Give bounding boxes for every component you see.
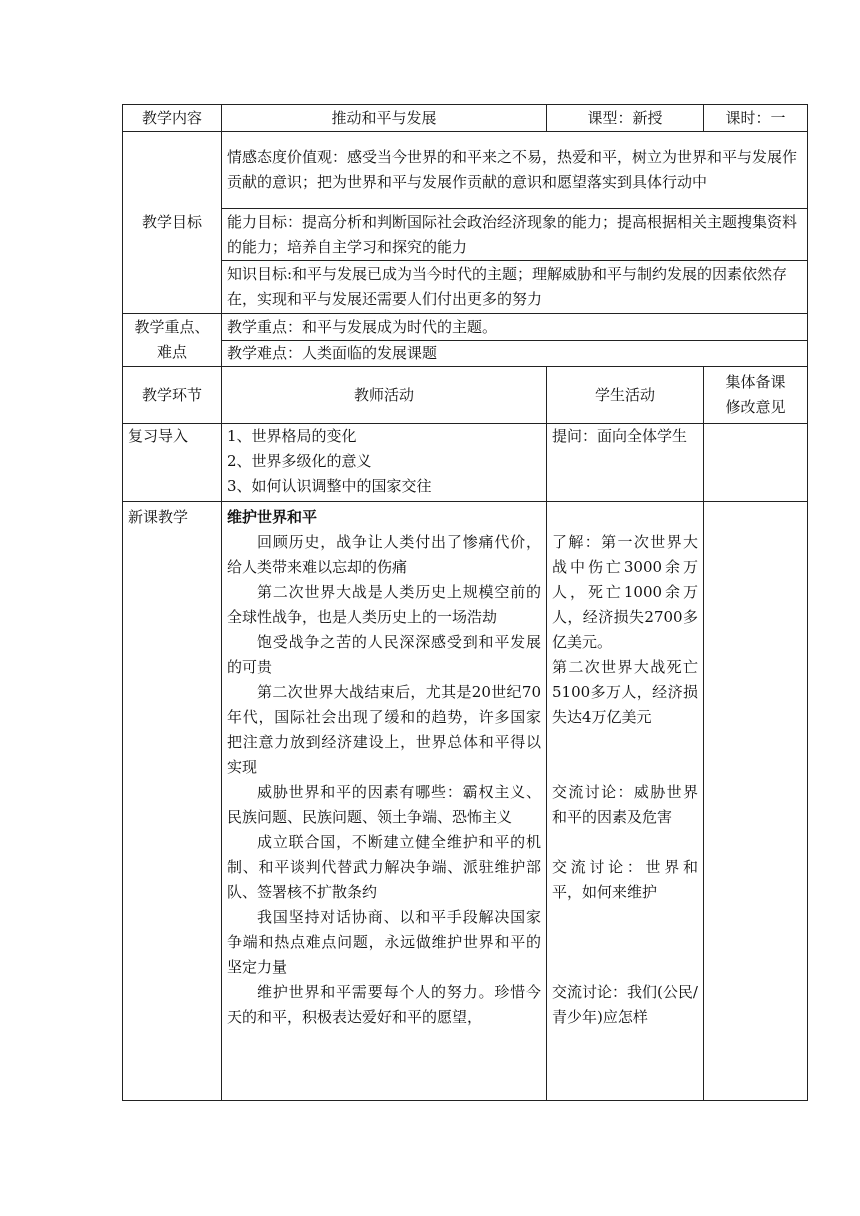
- teacher-paragraph: 我国坚持对话协商、以和平手段解决国家争端和热点难点问题，永远做维护世界和平的坚定力量: [227, 908, 541, 976]
- new-lesson-student-activity: [547, 502, 704, 1101]
- objective-ability: 能力目标：提高分析和判断国际社会政治经济现象的能力；提高根据相关主题搜集资料的能力；培养自主学习和探究的能力: [222, 209, 808, 261]
- teacher-paragraph: 第二次世界大战是人类历史上规模空前的全球性战争，也是人类历史上的一场浩劫: [227, 583, 541, 626]
- review-student-activity: 提问：面向全体学生: [547, 424, 704, 502]
- new-lesson-row: [123, 502, 808, 1101]
- objective-knowledge: 知识目标:和平与发展已成为当今时代的主题；理解威胁和平与制约发展的因素依然存在，实现和平与发展还需要人们付出更多的努力: [222, 261, 808, 314]
- notes-header-line2: 修改意见: [725, 398, 786, 416]
- lesson-title: 推动和平与发展: [222, 105, 547, 132]
- stage-column-header: 教学环节: [123, 367, 222, 424]
- review-stage: 复习导入: [123, 424, 222, 502]
- key-points-label-line1: 教学重点、: [134, 318, 210, 336]
- new-lesson-notes: [704, 502, 808, 1101]
- objective-emotion-row: [123, 132, 808, 209]
- column-header-row: [123, 367, 808, 424]
- review-item: 1、世界格局的变化: [227, 427, 357, 445]
- review-notes: [704, 424, 808, 502]
- objectives-label: 教学目标: [123, 132, 222, 314]
- lesson-plan-table: [122, 104, 808, 1101]
- spacer: [552, 730, 698, 780]
- difficult-point: 教学难点：人类面临的发展课题: [222, 341, 808, 367]
- student-note: 交流讨论：威胁世界和平的因素及危害: [552, 783, 698, 826]
- key-point: 教学重点：和平与发展成为时代的主题。: [222, 314, 808, 341]
- teacher-paragraph: 成立联合国，不断建立健全维护和平的机制、和平谈判代替武力解决争端、派驻维护部队、签署核不扩散条约: [227, 833, 541, 901]
- header-row: [123, 105, 808, 132]
- student-note: 交流讨论：我们(公民/青少年)应怎样: [552, 983, 698, 1026]
- section-heading: 维护世界和平: [227, 508, 318, 526]
- new-lesson-teacher-activity: [222, 502, 547, 1101]
- objective-emotion: 情感态度价值观：感受当今世界的和平来之不易，热爱和平，树立为世界和平与发展作贡献的意识；把为世界和平与发展作贡献的意识和愿望落实到具体行动中: [222, 132, 808, 209]
- spacer: [552, 830, 698, 855]
- student-note: 交流讨论：世界和平，如何来维护: [552, 858, 698, 901]
- student-note: 了解：第一次世界大战中伤亡3000余万人，死亡1000余万人，经济损失2700多亿美元。: [552, 533, 698, 651]
- notes-header-line1: 集体备课: [725, 373, 786, 391]
- review-item: 3、如何认识调整中的国家交往: [227, 477, 432, 495]
- teacher-column-header: 教师活动: [222, 367, 547, 424]
- student-note: 第二次世界大战死亡5100多万人，经济损失达4万亿美元: [552, 658, 698, 726]
- new-lesson-stage: 新课教学: [123, 502, 222, 1101]
- lesson-type: 课型：新授: [547, 105, 704, 132]
- objective-knowledge-row: [123, 261, 808, 314]
- key-points-label: [123, 314, 222, 367]
- teacher-paragraph: 第二次世界大战结束后，尤其是20世纪70年代，国际社会出现了缓和的趋势，许多国家把注意力放到经济建设上，世界总体和平得以实现: [227, 683, 541, 776]
- difficult-point-row: [123, 341, 808, 367]
- content-label: 教学内容: [123, 105, 222, 132]
- review-item: 2、世界多级化的意义: [227, 452, 372, 470]
- teacher-paragraph: 饱受战争之苦的人民深深感受到和平发展的可贵: [227, 633, 541, 676]
- review-row: [123, 424, 808, 502]
- teacher-paragraph: 维护世界和平需要每个人的努力。珍惜今天的和平，积极表达爱好和平的愿望，: [227, 983, 541, 1026]
- objective-ability-row: [123, 209, 808, 261]
- lesson-period: 课时：一: [704, 105, 808, 132]
- spacer: [552, 905, 698, 980]
- key-point-row: [123, 314, 808, 341]
- review-teacher-activity: [222, 424, 547, 502]
- key-points-label-line2: 难点: [156, 343, 187, 361]
- notes-column-header: [704, 367, 808, 424]
- teacher-paragraph: 回顾历史，战争让人类付出了惨痛代价，给人类带来难以忘却的伤痛: [227, 533, 541, 576]
- teacher-paragraph: 威胁世界和平的因素有哪些：霸权主义、民族问题、民族问题、领土争端、恐怖主义: [227, 783, 541, 826]
- student-column-header: 学生活动: [547, 367, 704, 424]
